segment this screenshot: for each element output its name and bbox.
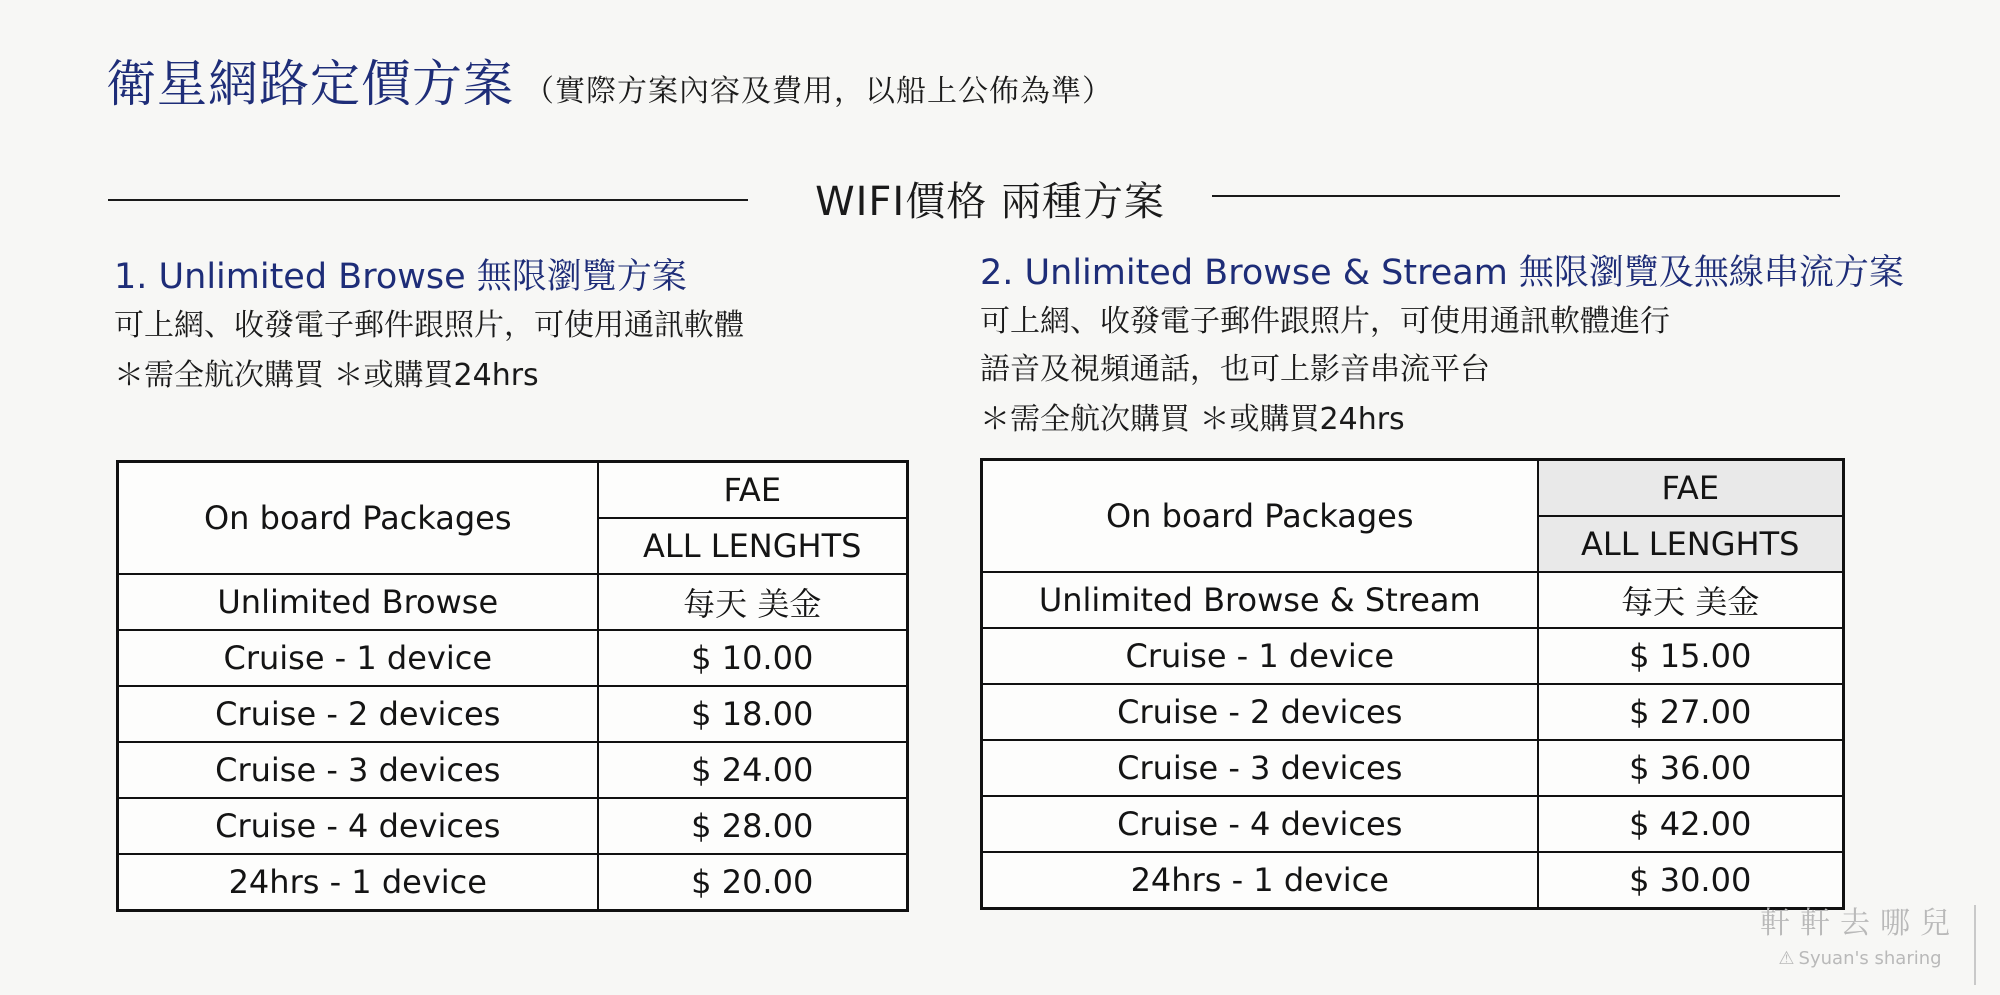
table-header-fae: FAE	[598, 462, 908, 519]
row-price: $ 18.00	[598, 686, 908, 742]
row-price: $ 27.00	[1538, 684, 1844, 740]
watermark-en: Syuan's sharing	[1798, 948, 1942, 969]
row-label: Cruise - 3 devices	[118, 742, 598, 798]
table-header-packages: On board Packages	[118, 462, 598, 575]
plan-1-block	[114, 252, 984, 400]
plan-2-note: ＊需全航次購買 ＊或購買24hrs	[980, 402, 1405, 437]
table-header-fae: FAE	[1538, 460, 1844, 517]
row-label: Cruise - 3 devices	[982, 740, 1538, 796]
plan-2-price-table	[980, 458, 1845, 910]
row-label: Cruise - 1 device	[118, 630, 598, 686]
row-price: $ 24.00	[598, 742, 908, 798]
row-price: $ 20.00	[598, 854, 908, 911]
plan-2-title: 2. Unlimited Browse & Stream 無限瀏覽及無線串流方案	[980, 253, 1904, 293]
table-row	[982, 852, 1844, 909]
table-row	[982, 740, 1844, 796]
watermark-divider	[1974, 905, 1976, 985]
table-subheader-plan-name: Unlimited Browse	[118, 574, 598, 630]
table-row	[118, 686, 908, 742]
table-row	[118, 742, 908, 798]
table-header-all-lengths: ALL LENGHTS	[598, 518, 908, 574]
row-price: $ 28.00	[598, 798, 908, 854]
row-price: $ 15.00	[1538, 628, 1844, 684]
plan-1-title: 1. Unlimited Browse 無限瀏覽方案	[114, 257, 687, 297]
plan-2-description: 可上網、收發電子郵件跟照片，可使用通訊軟體進行 語音及視頻通話，也可上影音串流平台	[980, 304, 1670, 387]
plan-1-description: 可上網、收發電子郵件跟照片，可使用通訊軟體	[114, 308, 744, 343]
table-subheader-unit: 每天 美金	[598, 574, 908, 630]
table-header-all-lengths: ALL LENGHTS	[1538, 516, 1844, 572]
row-label: Cruise - 4 devices	[118, 798, 598, 854]
row-price: $ 10.00	[598, 630, 908, 686]
table-row	[982, 684, 1844, 740]
row-label: Cruise - 2 devices	[982, 684, 1538, 740]
table-row	[982, 796, 1844, 852]
page-title-main: 衛星網路定價方案	[106, 55, 514, 113]
plan-2-block	[980, 248, 1904, 444]
row-price: $ 30.00	[1538, 852, 1844, 909]
warning-triangle-icon: ⚠	[1778, 948, 1795, 969]
section-heading: WIFI價格 兩種方案	[815, 179, 1165, 225]
row-label: Cruise - 1 device	[982, 628, 1538, 684]
row-label: 24hrs - 1 device	[982, 852, 1538, 909]
row-label: Cruise - 4 devices	[982, 796, 1538, 852]
divider-left	[108, 199, 748, 201]
row-price: $ 36.00	[1538, 740, 1844, 796]
table-row	[118, 798, 908, 854]
divider-right	[1212, 195, 1840, 197]
row-price: $ 42.00	[1538, 796, 1844, 852]
plan-1-price-table	[116, 460, 909, 912]
table-row	[118, 630, 908, 686]
row-label: Cruise - 2 devices	[118, 686, 598, 742]
watermark-cn: 軒軒去哪兒	[1760, 906, 1960, 941]
plan-1-note: ＊需全航次購買 ＊或購買24hrs	[114, 358, 539, 393]
table-row	[982, 628, 1844, 684]
row-label: 24hrs - 1 device	[118, 854, 598, 911]
page-title	[106, 44, 1113, 116]
table-row	[118, 854, 908, 911]
watermark	[1760, 898, 1960, 969]
table-subheader-unit: 每天 美金	[1538, 572, 1844, 628]
table-subheader-plan-name: Unlimited Browse & Stream	[982, 572, 1538, 628]
page-title-note: （實際方案內容及費用，以船上公佈為準）	[524, 74, 1113, 109]
table-header-packages: On board Packages	[982, 460, 1538, 573]
